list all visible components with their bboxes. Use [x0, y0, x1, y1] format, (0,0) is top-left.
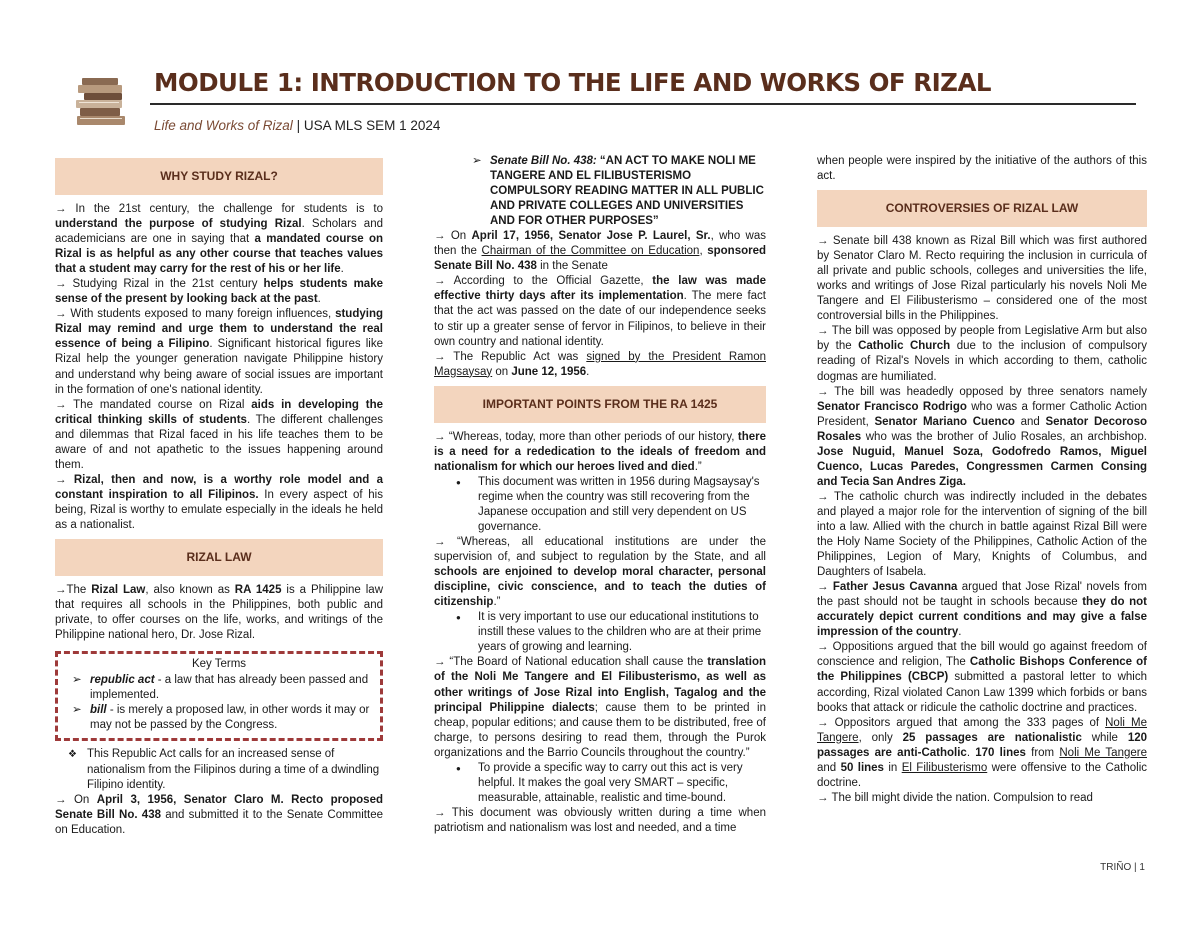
point-board-education: → “The Board of National education shall cause the translation of the Noli Me Tangere and El Filibusterismo, as well as other writings of Jose Rizal into English, Tagalog and the principal Philippine dialects; cause them to be printed in cheap, popular editions; and cause them to be distributed, free of charge, to persons desiring to read them, through the Purok organizations and the Barrio Councils throughout the country.” — [434, 656, 766, 759]
april-17-point: → On April 17, 1956, Senator Jose P. Laurel, Sr., who was then the Chairman of the Committee on Education, sponsored Senate Bill No. 438 in the Senate — [434, 230, 767, 273]
controversy-1: → Senate bill 438 known as Rizal Bill which was first authored by Senator Claro M. Recto requiring the inclusion in curricula of all private and public schools, colleges and universities the life, works and writings of Jose Rizal particularly his novels Noli Me Tangere and El Filibusterismo – considered one of the most controversial bills in the Philippines. — [817, 235, 1147, 323]
title-divider — [150, 103, 1136, 105]
course-name: Life and Works of Rizal — [154, 118, 293, 133]
controversy-5: → Father Jesus Cavanna argued that Jose Rizal' novels from the past should not be taught in schools because they do not accurately depict current conditions and may give a false impression of the country. — [817, 581, 1147, 639]
controversy-4: → The catholic church was indirectly included in the debates and played a major role for the intervention of signing of the bill into a law. Allied with the church in battle against Rizal Bill were the Holy Name Society of the Philippines, Catholic Action of the Philippines, Legion of Mary, Knights of Columbus, and Daughters of Isabela. — [817, 490, 1147, 579]
controversy-8: → The bill might divide the nation. Compulsion to read — [817, 791, 1093, 804]
point-patriotism: → This document was obviously written during a time when patriotism and nationalism was lost and needed, and a time — [434, 806, 766, 834]
point-board-education-note: ● To provide a specific way to carry out this act is very helpful. It makes the goal very SMART – specific, measurable, attainable, realistic and time-bound. — [456, 761, 743, 804]
course-subtitle — [154, 118, 440, 133]
key-term-republic-act: ➢ republic act - a law that has already been passed and implemented. — [72, 674, 369, 702]
why-study-rizal-heading: WHY STUDY RIZAL? — [55, 158, 383, 195]
rizal-law-definition: →The Rizal Law, also known as RA 1425 is a Philippine law that requires all schools in the Philippines, both public and private, to offer courses on the life, works, and writings of the Philippine national hero, Dr. Jose Rizal. — [55, 584, 384, 642]
april-3-point: → On April 3, 1956, Senator Claro M. Recto proposed Senate Bill No. 438 and submitted it to the Senate Committee on Education. — [55, 793, 383, 836]
arrowhead-bullet-icon: ➢ — [72, 704, 82, 717]
controversies-heading: CONTROVERSIES OF RIZAL LAW — [817, 190, 1147, 227]
why-point-3: → With students exposed to many foreign influences, studying Rizal may remind and urge them to understand the real essence of being a Filipino. Significant historical figures like Rizal help the younger generation navigate Philippine history and understand why being aware of social issues are important in the formation of one's national identity. — [55, 308, 383, 396]
arrowhead-bullet-icon: ➢ — [72, 674, 82, 687]
column-middle — [434, 154, 766, 836]
continued-text: when people were inspired by the initiative of the authors of this act. — [817, 155, 1147, 183]
point-whereas-1-note: ● This document was written in 1956 during Magsaysay's regime when the country was still recovering from the Japanese occupation and still very dependent on US governance. — [456, 475, 760, 533]
why-point-1: → In the 21st century, the challenge for students is to understand the purpose of studying Rizal. Scholars and academicians are one in saying that a mandated course on Rizal is as helpful as any other course that teaches values that a student may carry for the rest of his or her life. — [55, 203, 383, 276]
controversy-2: → The bill was opposed by people from Legislative Arm but also by the Catholic Church due to the inclusion of compulsory reading of Rizal's Novels in which according to them, catholic dogmas are humiliated. — [817, 325, 1148, 383]
controversy-6: → Oppositions argued that the bill would go against freedom of conscience and religion, The Catholic Bishops Conference of the Philippines (CBCP) submitted a pastoral letter to which according, Rizal violated Canon Law 1399 which forbids or bans books that attack or ridicule the catholic doctrine and practices. — [817, 641, 1148, 714]
important-points-heading: IMPORTANT POINTS FROM THE RA 1425 — [434, 386, 766, 423]
senate-bill-438-title: ➢ Senate Bill No. 438: “AN ACT TO MAKE NOLI ME TANGERE AND EL FILIBUSTERISMO COMPULSORY READING MATTER IN ALL PUBLIC AND PRIVATE COLLEGES AND UNIVERSITIES AND FOR OTHER PURPOSES” — [472, 155, 764, 228]
gazette-point: → According to the Official Gazette, the law was made effective thirty days after its implementation. The mere fact that the act was passed on the date of our independence seeks to stir up a greater sense of fervor in Filipinos, to believe in their own country and national identity. — [434, 275, 766, 348]
key-terms-box — [55, 651, 383, 741]
module-title: MODULE 1: INTRODUCTION TO THE LIFE AND WORKS OF RIZAL — [154, 68, 992, 97]
key-terms-title: Key Terms — [191, 658, 247, 671]
rizal-law-heading: RIZAL LAW — [55, 539, 383, 576]
ra-note: ❖ This Republic Act calls for an increased sense of nationalism from the Filipinos during a time of a dwindling Filipino identity. — [68, 748, 380, 791]
dot-bullet-icon: ● — [456, 613, 461, 623]
why-point-2: → Studying Rizal in the 21st century helps students make sense of the present by looking back at the past. — [55, 278, 383, 306]
controversy-3: → The bill was headedly opposed by three senators namely Senator Francisco Rodrigo who was a former Catholic Action President, Senator Mariano Cuenco and Senator Decoroso Rosales who was the brother of Julio Rosales, an archbishop. Jose Nuguid, Manuel Soza, Godofredo Ramos, Miguel Cuenco, Lucas Paredes, Congressmen Carmen Consing and Tecia San Andres Ziga. — [817, 385, 1147, 488]
column-right — [817, 154, 1147, 806]
point-whereas-2: → “Whereas, all educational institutions are under the supervision of, and subject to regulation by the State, and all schools are enjoined to develop moral character, personal discipline, civic conscience, and to teach the duties of citizenship.” — [434, 536, 766, 609]
page-footer: TRIÑO | 1 — [1100, 862, 1145, 873]
key-term-bill: ➢ bill - is merely a proposed law, in other words it may or may not be passed by the Congress. — [72, 704, 370, 732]
column-left — [55, 154, 383, 838]
dot-bullet-icon: ● — [456, 477, 461, 487]
point-whereas-1: → “Whereas, today, more than other periods of our history, there is a need for a rededication to the ideals of freedom and nationalism for which our heroes lived and died.” — [434, 430, 766, 473]
why-point-4: → The mandated course on Rizal aids in developing the critical thinking skills of students. The different challenges and dilemmas that Rizal faced in his life teaches them to be aware of and not apathetic to the issues happening around them. — [55, 398, 384, 471]
stacked-books-icon — [74, 76, 128, 128]
dot-bullet-icon: ● — [456, 763, 461, 773]
arrowhead-bullet-icon: ➢ — [472, 155, 482, 167]
why-point-5: → Rizal, then and now, is a worthy role model and a constant inspiration to all Filipinos. In every aspect of his being, Rizal is worthy to emulate especially in the ideals he held as a nationalist. — [55, 473, 383, 531]
course-term: | USA MLS SEM 1 2024 — [296, 118, 441, 133]
diamond-bullet-icon: ❖ — [68, 749, 77, 761]
controversy-7: → Oppositors argued that among the 333 pages of Noli Me Tangere, only 25 passages are nationalistic while 120 passages are anti-Catholic. 170 lines from Noli Me Tangere and 50 lines in El Filibusterismo were offensive to the Catholic doctrine. — [817, 716, 1148, 789]
point-whereas-2-note: ● It is very important to use our educational institutions to instill these values to the children who are at their prime years of growing and learning. — [456, 611, 762, 654]
signed-point: → The Republic Act was signed by the President Ramon Magsaysay on June 12, 1956. — [434, 350, 766, 378]
